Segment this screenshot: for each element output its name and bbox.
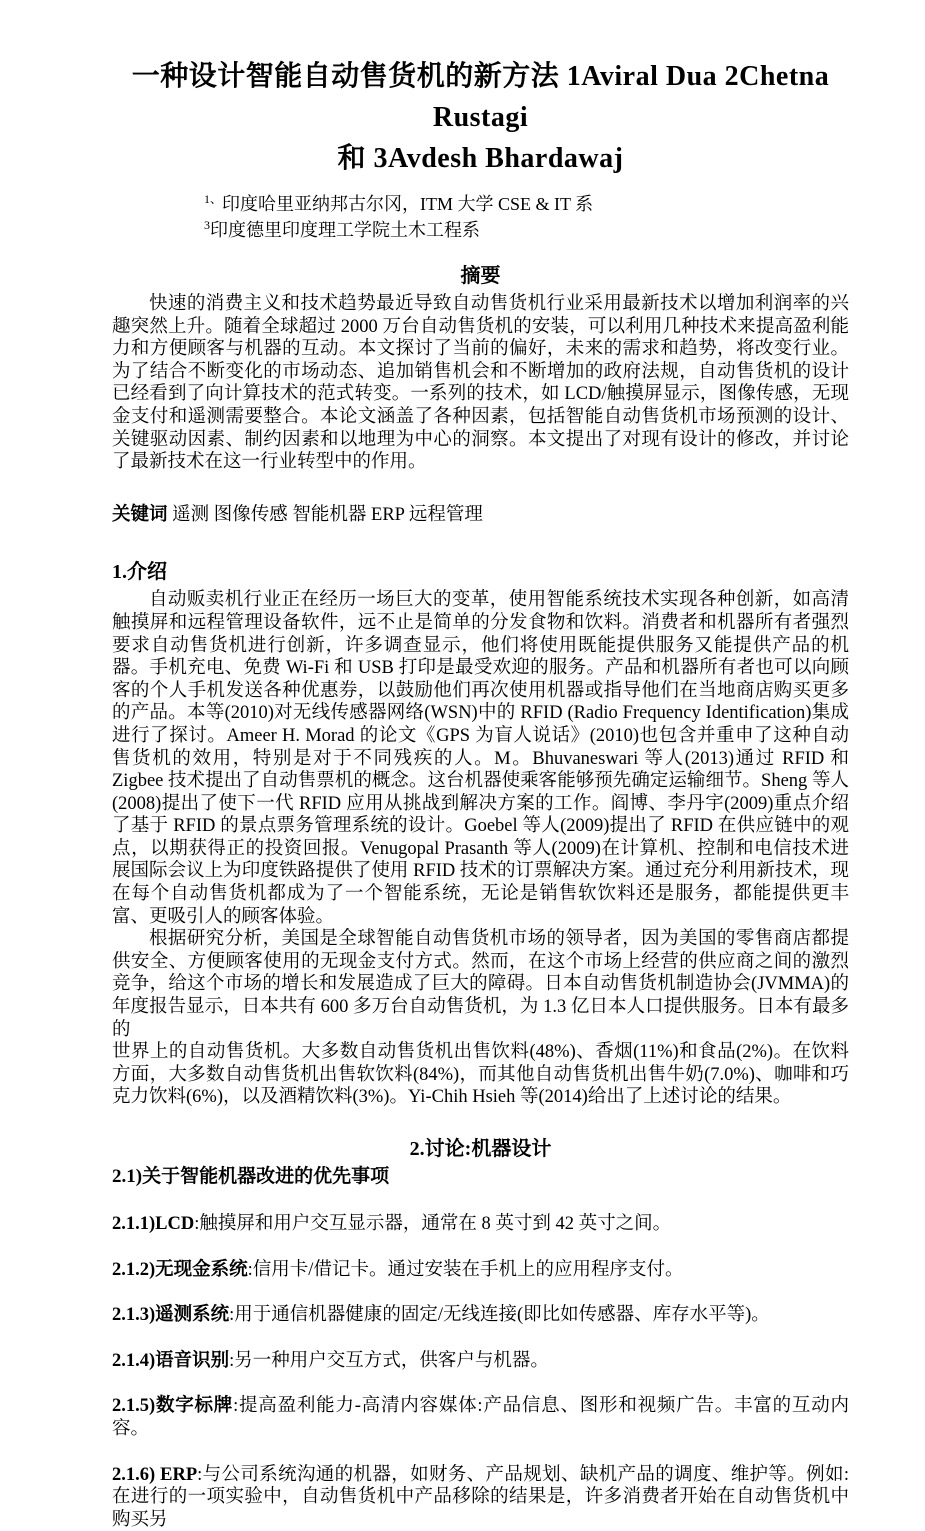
discussion-item-text: :与公司系统沟通的机器，如财务、产品规划、缺机产品的调度、维护等。例如:在进行的一项实验中，自动售货机中产品移除的结果是，许多消费者开始在自动售货机中购买另 [112,1464,849,1530]
intro-paragraph-3: 世界上的自动售货机。大多数自动售货机出售饮料(48%)、香烟(11%)和食品(2%)。在饮料方面，大多数自动售货机出售软饮料(84%)，而其他自动售货机出售牛奶(7.0%)、咖啡和巧克力饮料(6%)，以及酒精饮料(3%)。Yi-Chih Hsieh 等(2014)给出了上述讨论的结果。 [112,1042,849,1108]
affiliation-text-2: 印度德里印度理工学院土木工程系 [210,220,480,240]
paper-title-line-1: 一种设计智能自动售货机的新方法 1Aviral Dua 2Chetna Rustagi [131,61,830,133]
discussion-item-label: 2.1.2)无现金系统 [112,1259,248,1280]
discussion-item-text: :触摸屏和用户交互显示器，通常在 8 英寸到 42 英寸之间。 [194,1214,672,1234]
section-heading-intro: 1.介绍 [112,561,167,584]
affiliation-line-1 [204,191,849,217]
discussion-item-label: 2.1.4)语音识别 [112,1350,230,1371]
keywords-terms: 遥测 图像传感 智能机器 ERP 远程管理 [172,504,483,525]
discussion-item-telemetry [112,1304,849,1327]
discussion-item-label: 2.1.3)遥测系统 [112,1305,230,1326]
discussion-item-signage [112,1395,849,1440]
abstract-heading: 摘要 [460,265,501,287]
paper-title-line-2: 和 3Avdesh Bhardawaj [337,143,624,174]
discussion-item-text: :信用卡/借记卡。通过安装在手机上的应用程序支付。 [247,1259,684,1280]
intro-paragraph-1: 自动贩卖机行业正在经历一场巨大的变革，使用智能系统技术实现各种创新，如高清触摸屏和远程管理设备软件，远不止是简单的分发食物和饮料。消费者和机器所有者强烈要求自动售货机进行创新，许多调查显示，他们将使用既能提供服务又能提供产品的机器。手机充电、免费 Wi-Fi 和 USB 打印是最受欢迎的服务。产品和机器所有者也可以向顾客的个人手机发送各种优惠券，以鼓励他们再次使用机器或指导他们在当地商店购买更多的产品。本等(2010)对无线传感器网络(WSN)中的 RFID (Radio Frequency Identification)集成进行了探讨。Ameer H. Morad 的论文《GPS 为盲人说话》(2010)也包含并重申了这种自动售货机的效用，特别是对于不同残疾的人。M。Bhuvaneswari 等人(2013)通过 RFID 和 Zigbee 技术提出了自动售票机的概念。这台机器使乘客能够预先确定运输细节。Sheng 等人(2008)提出了使下一代 RFID 应用从挑战到解决方案的工作。阎博、李丹宇(2009)重点介绍了基于 RFID 的景点票务管理系统的设计。Goebel 等人(2009)提出了 RFID 在供应链中的观点，以期获得正的投资回报。Venugopal Prasanth 等人(2009)在计算机、控制和电信技术进展国际会议上为印度铁路提供了使用 RFID 技术的订票解决方案。通过充分利用新技术，现在每个自动售货机都成为了一个智能系统，无论是销售软饮料还是服务，都能提供更丰富、更吸引人的顾客体验。 [112,590,849,927]
affiliation-text-1: 印度哈里亚纳邦古尔冈，ITM 大学 CSE & IT 系 [222,194,594,214]
affiliation-line-2 [204,217,849,243]
discussion-item-text: :另一种用户交互方式，供客户与机器。 [229,1350,549,1371]
section-heading-discussion: 2.讨论:机器设计 [409,1138,552,1160]
discussion-item-erp [112,1464,849,1531]
paper-title [112,56,849,179]
discussion-item-text: :用于通信机器健康的固定/无线连接(即比如传感器、库存水平等)。 [229,1305,770,1326]
intro-paragraph-2: 根据研究分析，美国是全球智能自动售货机市场的领导者，因为美国的零售商店都提供安全、方便顾客使用的无现金支付方式。然而，在这个市场上经营的供应商之间的激烈竞争，给这个市场的增长和发展造成了巨大的障碍。日本自动售货机制造协会(JVMMA)的年度报告显示，日本共有 600 多万台自动售货机，为 1.3 亿日本人口提供服务。日本有最多的 [112,929,849,1040]
discussion-item-voice [112,1350,849,1373]
affiliations [204,191,849,243]
discussion-item-cashless [112,1259,849,1282]
affiliation-superscript-1: 1、 [204,192,223,206]
discussion-subheading: 2.1)关于智能机器改进的优先事项 [112,1166,390,1187]
keywords-label: 关键词 [112,504,168,525]
abstract-text: 快速的消费主义和技术趋势最近导致自动售货机行业采用最新技术以增加利润率的兴趣突然上升。随着全球超过 2000 万台自动售货机的安装，可以利用几种技术来提高盈利能力和方便顾客与机器的互动。本文探讨了当前的偏好，未来的需求和趋势，将改变行业。为了结合不断变化的市场动态、追加销售机会和不断增加的政府法规，自动售货机的设计已经看到了向计算技术的范式转变。一系列的技术，如 LCD/触摸屏显示，图像传感，无现金支付和遥测需要整合。本论文涵盖了各种因素，包括智能自动售货机市场预测的设计、关键驱动因素、制约因素和以地理为中心的洞察。本文提出了对现有设计的修改，并讨论了最新技术在这一行业转型中的作用。 [112,294,849,473]
affiliation-superscript-2: 3 [204,218,210,232]
discussion-item-label: 2.1.6) ERP [112,1464,198,1485]
discussion-item-lcd [112,1213,849,1236]
discussion-item-label: 2.1.5)数字标牌 [112,1396,234,1417]
keywords-line [112,504,849,527]
discussion-item-label: 2.1.1)LCD [112,1214,195,1234]
discussion-item-text: :提高盈利能力-高清内容媒体:产品信息、图形和视频广告。丰富的互动内容。 [112,1396,849,1439]
